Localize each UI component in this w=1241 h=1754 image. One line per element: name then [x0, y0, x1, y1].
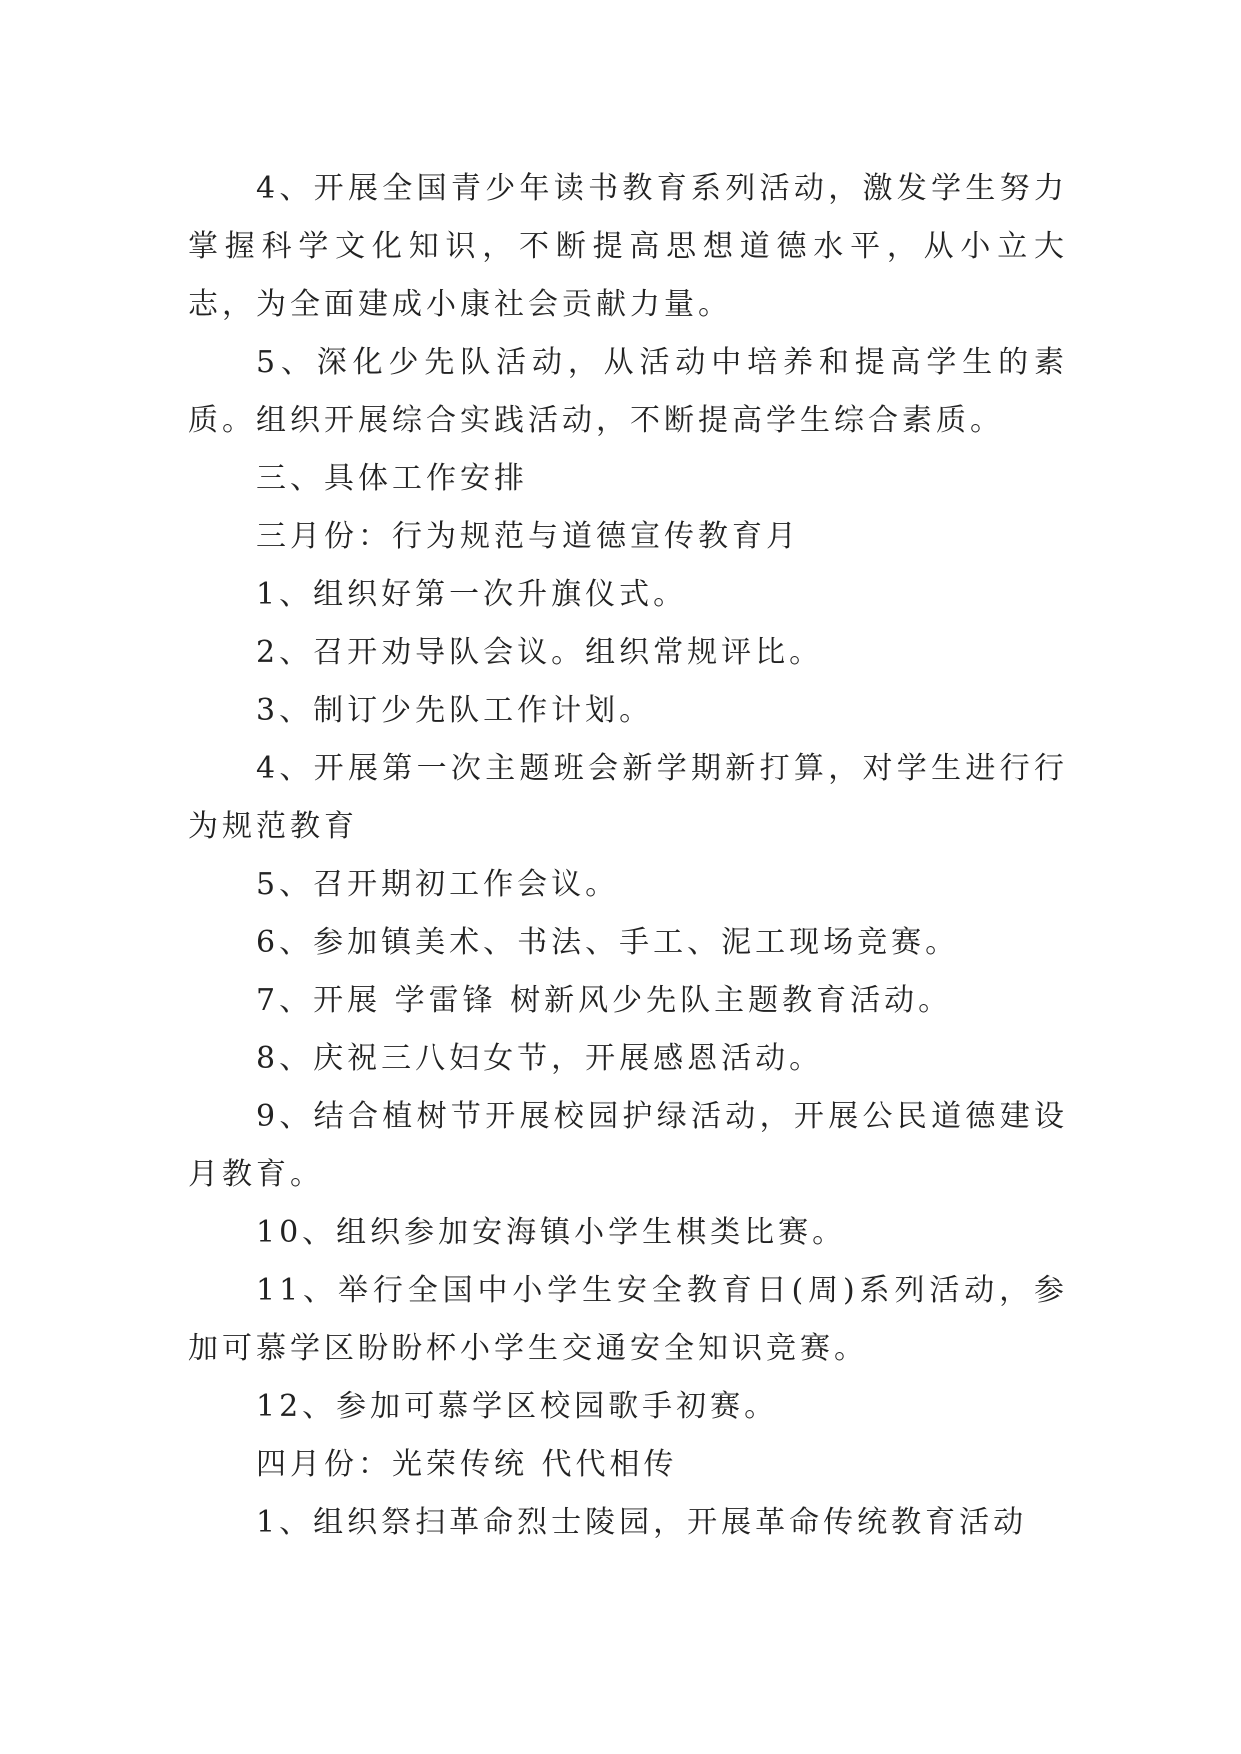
list-item: 8、庆祝三八妇女节，开展感恩活动。: [256, 1041, 824, 1076]
list-item: 1、组织好第一次升旗仪式。: [256, 577, 688, 612]
list-item: 5、召开期初工作会议。: [256, 867, 620, 902]
month-heading: 四月份：光荣传统 代代相传: [256, 1447, 678, 1482]
list-item: 9、结合植树节开展校园护绿活动，开展公民道德建设月教育。: [188, 1099, 1068, 1192]
list-item: 6、参加镇美术、书法、手工、泥工现场竞赛。: [256, 925, 960, 960]
month-heading: 三月份：行为规范与道德宣传教育月: [256, 519, 800, 554]
section-heading: 三、具体工作安排: [256, 461, 528, 496]
list-item: 7、开展 学雷锋 树新风少先队主题教育活动。: [256, 983, 953, 1018]
paragraph: 5、深化少先队活动，从活动中培养和提高学生的素质。组织开展综合实践活动，不断提高学生综合素质。: [188, 345, 1068, 438]
list-item: 1、组织祭扫革命烈士陵园，开展革命传统教育活动: [256, 1505, 1028, 1540]
paragraph: 4、开展全国青少年读书教育系列活动，激发学生努力掌握科学文化知识，不断提高思想道德水平，从小立大志，为全面建成小康社会贡献力量。: [188, 171, 1068, 322]
list-item: 4、开展第一次主题班会新学期新打算，对学生进行行为规范教育: [188, 751, 1068, 844]
list-item: 11、举行全国中小学生安全教育日(周)系列活动，参加可慕学区盼盼杯小学生交通安全知识竞赛。: [188, 1273, 1068, 1366]
list-item: 12、参加可慕学区校园歌手初赛。: [256, 1389, 779, 1424]
list-item: 3、制订少先队工作计划。: [256, 693, 654, 728]
document-body: [188, 160, 1068, 1552]
list-item: 10、组织参加安海镇小学生棋类比赛。: [256, 1215, 847, 1250]
list-item: 2、召开劝导队会议。组织常规评比。: [256, 635, 824, 670]
